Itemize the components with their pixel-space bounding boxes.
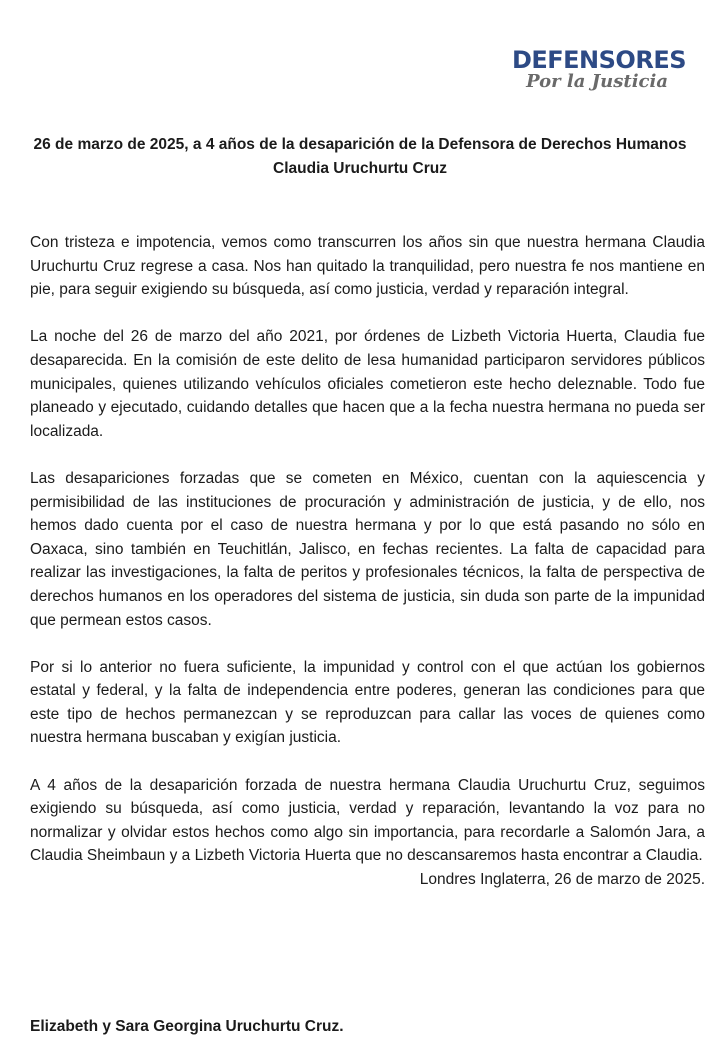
paragraph: A 4 años de la desaparición forzada de nuestra hermana Claudia Uruchurtu Cruz, seguimos exigiendo su búsqueda, así como justicia, verdad y reparación, levantando la voz para no normalizar y olvidar estos hechos como algo sin importancia, para recordarle a Salomón Jara, a Claudia Sheimbaun y a Lizbeth Victoria Huerta que no descansaremos hasta encontrar a Claudia. xyxy=(30,776,705,865)
logo xyxy=(512,48,686,91)
place-date: Londres Inglaterra, 26 de marzo de 2025. xyxy=(419,871,705,889)
logo-main-text: DEFENSORES xyxy=(511,46,686,74)
document-body xyxy=(30,231,705,915)
signature: Elizabeth y Sara Georgina Uruchurtu Cruz. xyxy=(30,1018,344,1035)
paragraph: Por si lo anterior no fuera suficiente, la impunidad y control con el que actúan los gobiernos estatal y federal, y la falta de independencia entre poderes, generan las condiciones para que este tipo de hechos permanezcan y se reproduzcan para callar las voces de quienes como nuestra hermana buscaban y exigían justicia. xyxy=(30,658,705,747)
document-title: 26 de marzo de 2025, a 4 años de la desaparición de la Defensora de Derechos Humanos Claudia Uruchurtu Cruz xyxy=(33,136,687,177)
paragraph: Con tristeza e impotencia, vemos como transcurren los años sin que nuestra hermana Claudia Uruchurtu Cruz regrese a casa. Nos han quitado la tranquilidad, pero nuestra fe nos mantiene en pie, para seguir exigiendo su búsqueda, así como justicia, verdad y reparación integral. xyxy=(30,234,705,299)
logo-sub-text: Por la Justicia xyxy=(526,71,668,92)
paragraph: La noche del 26 de marzo del año 2021, por órdenes de Lizbeth Victoria Huerta, Claudia fue desaparecida. En la comisión de este delito de lesa humanidad participaron servidores públicos municipales, quienes utilizando vehículos oficiales cometieron este hecho deleznable. Todo fue planeado y ejecutado, cuidando detalles que hacen que a la fecha nuestra hermana no pueda ser localizada. xyxy=(30,328,705,440)
paragraph: Las desapariciones forzadas que se cometen en México, cuentan con la aquiescencia y permisibilidad de las instituciones de procuración y administración de justicia, y de ello, nos hemos dado cuenta por el caso de nuestra hermana y por lo que está pasando no sólo en Oaxaca, sino también en Teuchitlán, Jalisco, en fechas recientes. La falta de capacidad para realizar las investigaciones, la falta de peritos y profesionales técnicos, la falta de perspectiva de derechos humanos en los operadores del sistema de justicia, sin duda son parte de la impunidad que permean estos casos. xyxy=(30,469,705,629)
